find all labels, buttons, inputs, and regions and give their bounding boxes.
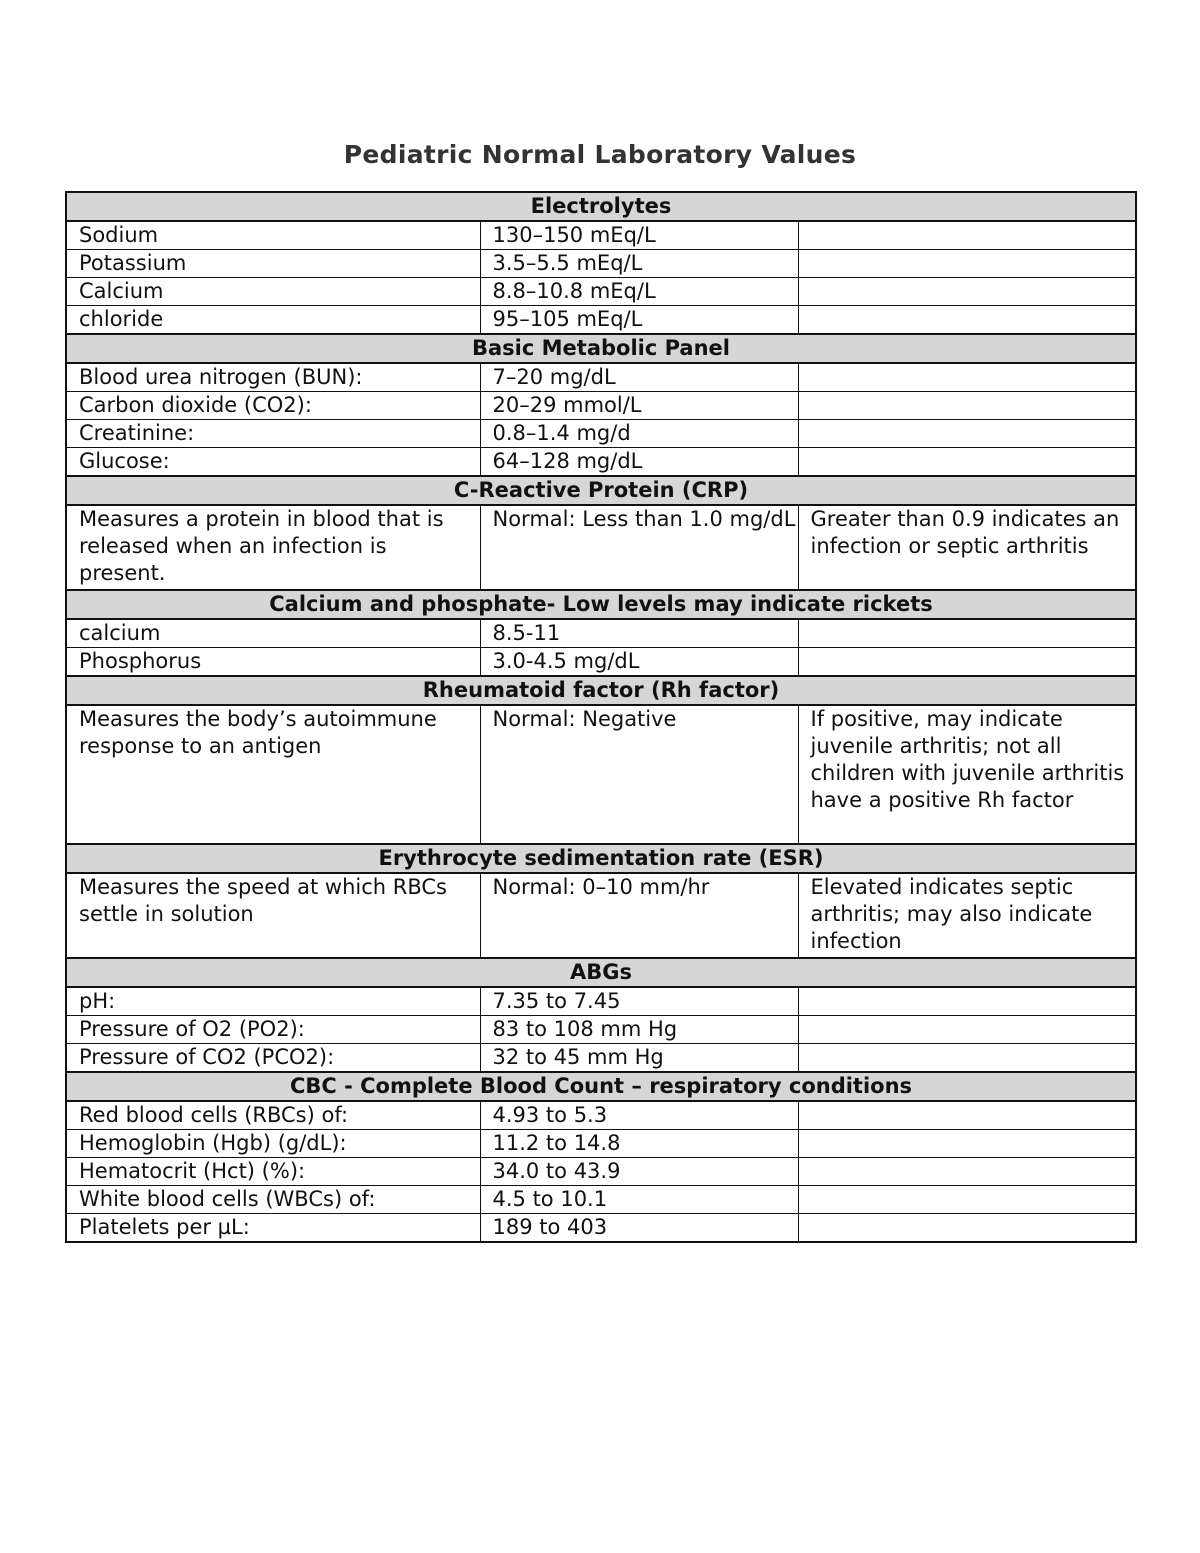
section-header-bmp xyxy=(66,334,1136,363)
test-name-cell: Hemoglobin (Hgb) (g/dL): xyxy=(66,1130,480,1158)
table-row xyxy=(66,392,1136,420)
test-description-cell: Measures the speed at which RBCs settle in solution xyxy=(66,873,480,958)
note-cell xyxy=(798,1016,1136,1044)
section-heading: CBC - Complete Blood Count – respiratory conditions xyxy=(66,1072,1136,1101)
section-heading: ABGs xyxy=(66,958,1136,987)
test-name-cell: Blood urea nitrogen (BUN): xyxy=(66,363,480,392)
normal-value-cell: 64–128 mg/dL xyxy=(480,448,798,477)
test-name-cell: Glucose: xyxy=(66,448,480,477)
section-header-abgs xyxy=(66,958,1136,987)
note-cell xyxy=(798,648,1136,677)
note-cell xyxy=(798,1044,1136,1073)
note-cell xyxy=(798,306,1136,335)
section-header-calcium-phosphate xyxy=(66,590,1136,619)
section-header-electrolytes xyxy=(66,192,1136,221)
normal-value-cell: 3.0-4.5 mg/dL xyxy=(480,648,798,677)
note-cell: If positive, may indicate juvenile arthritis; not all children with juvenile arthritis have a positive Rh factor xyxy=(798,705,1136,844)
test-name-cell: chloride xyxy=(66,306,480,335)
table-row xyxy=(66,221,1136,250)
test-name-cell: Sodium xyxy=(66,221,480,250)
section-header-rh-factor xyxy=(66,676,1136,705)
note-cell xyxy=(798,1101,1136,1130)
normal-value-cell: 11.2 to 14.8 xyxy=(480,1130,798,1158)
test-name-cell: White blood cells (WBCs) of: xyxy=(66,1186,480,1214)
note-cell: Elevated indicates septic arthritis; may also indicate infection xyxy=(798,873,1136,958)
section-header-esr xyxy=(66,844,1136,873)
normal-value-cell: 32 to 45 mm Hg xyxy=(480,1044,798,1073)
normal-value-cell: 83 to 108 mm Hg xyxy=(480,1016,798,1044)
normal-value-cell: 20–29 mmol/L xyxy=(480,392,798,420)
test-name-cell: Pressure of CO2 (PCO2): xyxy=(66,1044,480,1073)
table-row xyxy=(66,420,1136,448)
normal-value-cell: 4.5 to 10.1 xyxy=(480,1186,798,1214)
table-row xyxy=(66,987,1136,1016)
section-header-crp xyxy=(66,476,1136,505)
note-cell xyxy=(798,619,1136,648)
table-row xyxy=(66,505,1136,590)
test-name-cell: calcium xyxy=(66,619,480,648)
normal-value-cell: 3.5–5.5 mEq/L xyxy=(480,250,798,278)
test-name-cell: Creatinine: xyxy=(66,420,480,448)
note-cell xyxy=(798,448,1136,477)
note-cell: Greater than 0.9 indicates an infection or septic arthritis xyxy=(798,505,1136,590)
note-cell xyxy=(798,278,1136,306)
normal-value-cell: 8.8–10.8 mEq/L xyxy=(480,278,798,306)
table-row xyxy=(66,1130,1136,1158)
test-name-cell: Red blood cells (RBCs) of: xyxy=(66,1101,480,1130)
note-cell xyxy=(798,392,1136,420)
section-heading: C-Reactive Protein (CRP) xyxy=(66,476,1136,505)
normal-value-cell: 7.35 to 7.45 xyxy=(480,987,798,1016)
note-cell xyxy=(798,1130,1136,1158)
normal-value-cell: 95–105 mEq/L xyxy=(480,306,798,335)
normal-value-cell: 130–150 mEq/L xyxy=(480,221,798,250)
table-row xyxy=(66,1016,1136,1044)
note-cell xyxy=(798,987,1136,1016)
test-name-cell: Phosphorus xyxy=(66,648,480,677)
table-row xyxy=(66,278,1136,306)
test-name-cell: Calcium xyxy=(66,278,480,306)
test-name-cell: Platelets per µL: xyxy=(66,1214,480,1243)
table-row xyxy=(66,363,1136,392)
section-heading: Basic Metabolic Panel xyxy=(66,334,1136,363)
note-cell xyxy=(798,221,1136,250)
table-row xyxy=(66,1186,1136,1214)
section-heading: Calcium and phosphate- Low levels may indicate rickets xyxy=(66,590,1136,619)
section-heading: Erythrocyte sedimentation rate (ESR) xyxy=(66,844,1136,873)
note-cell xyxy=(798,1186,1136,1214)
table-row xyxy=(66,250,1136,278)
note-cell xyxy=(798,363,1136,392)
test-name-cell: Hematocrit (Hct) (%): xyxy=(66,1158,480,1186)
table-row xyxy=(66,306,1136,335)
test-name-cell: Pressure of O2 (PO2): xyxy=(66,1016,480,1044)
document-title: Pediatric Normal Laboratory Values xyxy=(343,140,857,169)
normal-value-cell: 189 to 403 xyxy=(480,1214,798,1243)
section-header-cbc xyxy=(66,1072,1136,1101)
normal-value-cell: 8.5-11 xyxy=(480,619,798,648)
lab-values-table xyxy=(65,191,1137,1243)
test-name-cell: pH: xyxy=(66,987,480,1016)
normal-value-cell: 34.0 to 43.9 xyxy=(480,1158,798,1186)
normal-value-cell: Normal: Negative xyxy=(480,705,798,844)
test-description-cell: Measures the body’s autoimmune response to an antigen xyxy=(66,705,480,844)
table-row xyxy=(66,705,1136,844)
normal-value-cell: 0.8–1.4 mg/d xyxy=(480,420,798,448)
table-row xyxy=(66,448,1136,477)
section-heading: Rheumatoid factor (Rh factor) xyxy=(66,676,1136,705)
table-row xyxy=(66,1158,1136,1186)
note-cell xyxy=(798,1214,1136,1243)
table-row xyxy=(66,1214,1136,1243)
table-row xyxy=(66,1101,1136,1130)
note-cell xyxy=(798,250,1136,278)
test-name-cell: Carbon dioxide (CO2): xyxy=(66,392,480,420)
test-name-cell: Potassium xyxy=(66,250,480,278)
note-cell xyxy=(798,420,1136,448)
table-row xyxy=(66,619,1136,648)
table-row xyxy=(66,873,1136,958)
note-cell xyxy=(798,1158,1136,1186)
normal-value-cell: 7–20 mg/dL xyxy=(480,363,798,392)
section-heading: Electrolytes xyxy=(66,192,1136,221)
normal-value-cell: Normal: Less than 1.0 mg/dL xyxy=(480,505,798,590)
table-row xyxy=(66,648,1136,677)
test-description-cell: Measures a protein in blood that is released when an infection is present. xyxy=(66,505,480,590)
normal-value-cell: 4.93 to 5.3 xyxy=(480,1101,798,1130)
normal-value-cell: Normal: 0–10 mm/hr xyxy=(480,873,798,958)
table-row xyxy=(66,1044,1136,1073)
